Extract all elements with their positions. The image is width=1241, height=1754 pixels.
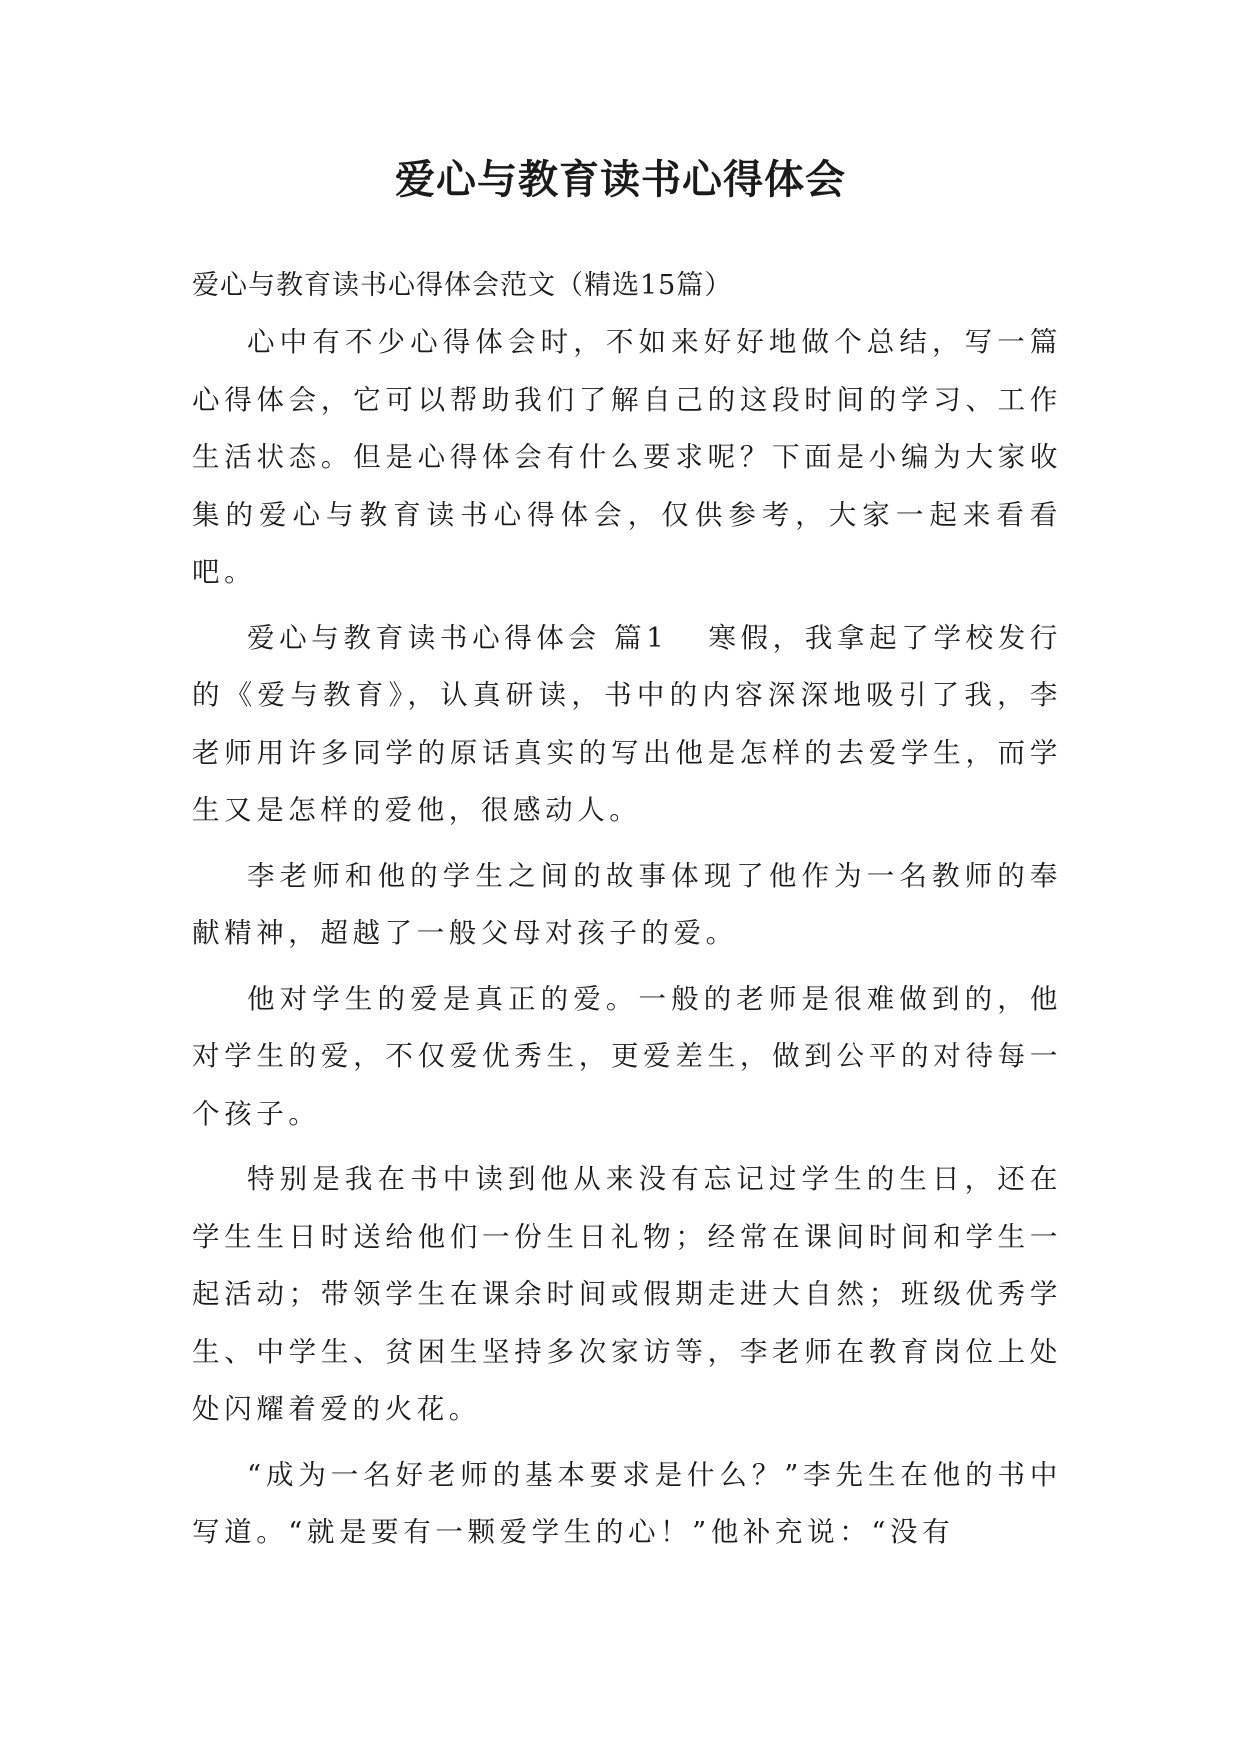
section1-text: 寒假，我拿起了学校发行的《爱与教育》，认真研读，书中的内容深深地吸引了我，李老师用许多同学的原话真实的写出他是怎样的去爱学生，而学生又是怎样的爱他，很感动人。 bbox=[192, 621, 1062, 826]
intro-paragraph: 心中有不少心得体会时，不如来好好地做个总结，写一篇心得体会，它可以帮助我们了解自己的这段时间的学习、工作生活状态。但是心得体会有什么要求呢？下面是小编为大家收集的爱心与教育读书心得体会，仅供参考，大家一起来看看吧。 bbox=[192, 326, 1062, 588]
section1-heading: 爱心与教育读书心得体会 篇1 bbox=[247, 621, 669, 654]
paragraph-3: 他对学生的爱是真正的爱。一般的老师是很难做到的，他对学生的爱，不仅爱优秀生，更爱差生，做到公平的对待每一个孩子。 bbox=[192, 982, 1062, 1130]
paragraph-5: “成为一名好老师的基本要求是什么？”李先生在他的书中写道。“就是要有一颗爱学生的心！”他补充说：“没有 bbox=[192, 1458, 1062, 1548]
paragraph-4: 特别是我在书中读到他从来没有忘记过学生的生日，还在学生生日时送给他们一份生日礼物；经常在课间时间和学生一起活动；带领学生在课余时间或假期走进大自然；班级优秀学生、中学生、贫困生坚持多次家访等，李老师在教育岗位上处处闪耀着爱的火花。 bbox=[192, 1163, 1062, 1425]
document-subtitle: 爱心与教育读书心得体会范文（精选15篇） bbox=[192, 270, 733, 301]
section1-paragraph bbox=[192, 610, 1062, 840]
paragraph-2: 李老师和他的学生之间的故事体现了他作为一名教师的奉献精神，超越了一般父母对孩子的爱。 bbox=[192, 859, 1062, 949]
document-body bbox=[192, 258, 1062, 1570]
document-title: 爱心与教育读书心得体会 bbox=[395, 156, 846, 203]
